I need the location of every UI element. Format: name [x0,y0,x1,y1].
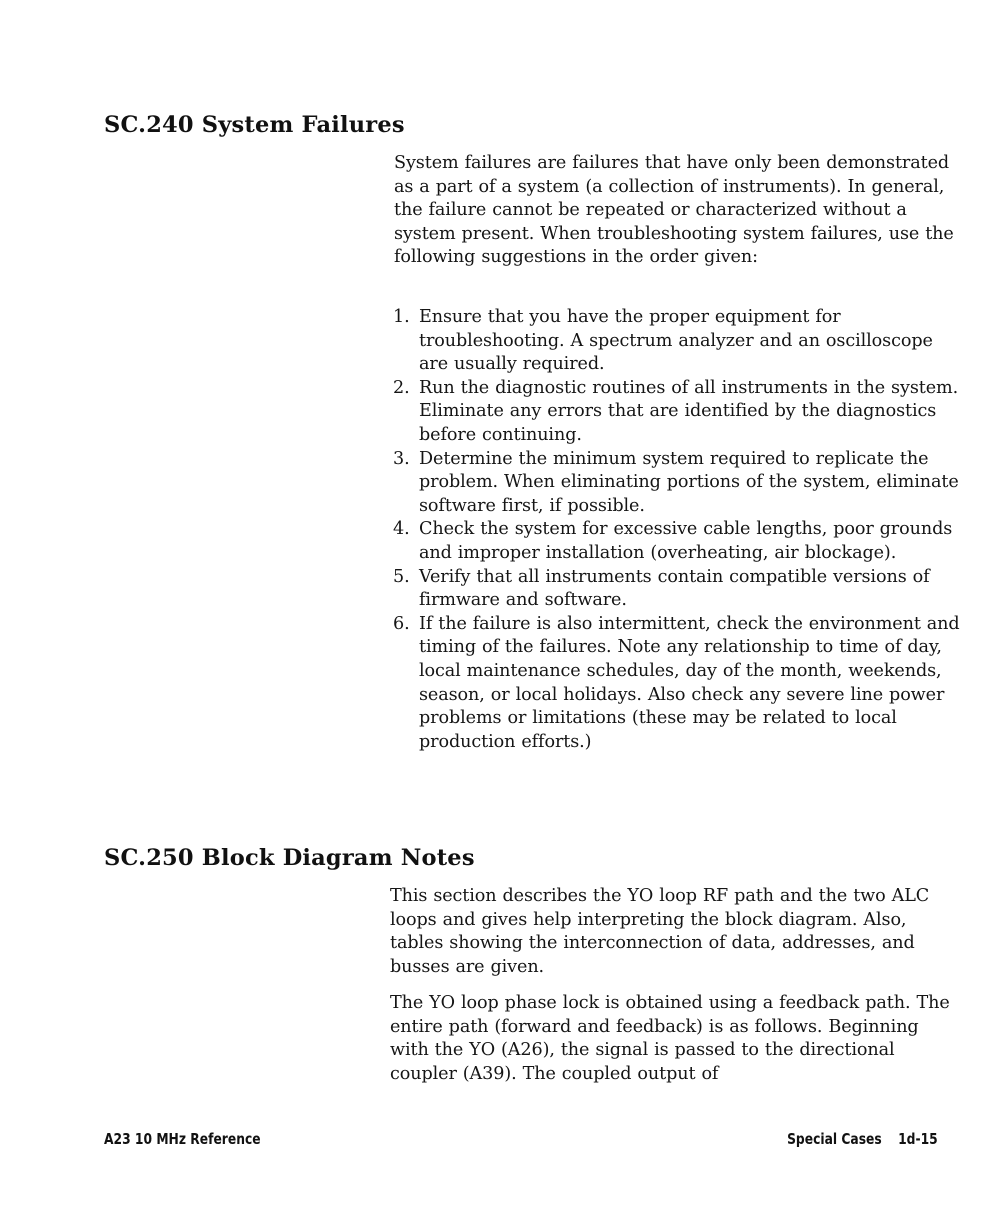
list-item-number: 2. [393,377,410,398]
section-heading-sc250: SC.250 Block Diagram Notes [104,845,475,871]
sc250-paragraph-text: The YO loop phase lock is obtained using a feedback path. The entire path (forward and feedback) is as follows. Beginning with the YO (A26), the signal is passed to the directional coupler (A39). The coupled output of [390,993,950,1084]
sc250-paragraph-text: This section describes the YO loop RF path and the two ALC loops and gives help interpreting the block diagram. Also, tables showing the interconnection of data, addresses, and busses are given. [390,886,930,977]
sc240-intro-paragraph [394,152,954,270]
section-heading-sc240: SC.240 System Failures [104,112,405,138]
list-item-number: 4. [393,519,410,540]
footer-section-name: Special Cases [787,1130,883,1148]
list-item-text: Check the system for excessive cable lengths, poor grounds and improper installation (overheating, air blockage). [419,519,953,563]
list-item [393,566,963,613]
page-number: 1d-15 [898,1130,938,1148]
list-item [393,613,963,755]
list-item [393,377,963,448]
list-item-number: 5. [393,566,410,587]
list-item-text: Ensure that you have the proper equipment for troubleshooting. A spectrum analyzer and an oscilloscope are usually required. [419,307,933,375]
footer-chapter-title: A23 10 MHz Reference [104,1130,261,1148]
footer-page-info [787,1130,938,1148]
list-item-text: Run the diagnostic routines of all instruments in the system. Eliminate any errors that are identified by the diagnostics before continuing. [419,377,959,445]
list-item [393,306,963,377]
list-item-text: Verify that all instruments contain compatible versions of firmware and software. [419,566,930,611]
sc250-paragraph-2 [390,992,950,1086]
troubleshooting-steps-list [393,306,963,754]
list-item-number: 1. [393,307,410,327]
list-item-text: If the failure is also intermittent, check the environment and timing of the failures. Note any relationship to time of day, local maintenance schedules, day of the month, weekends, season, or local holidays. Also check any severe line power problems or limitations (these may be related to local production efforts.) [419,613,960,752]
list-item [393,518,963,565]
list-item [393,448,963,519]
sc250-paragraph-1 [390,885,950,979]
sc240-intro-text: System failures are failures that have only been demonstrated as a part of a system (a collection of instruments). In general, the failure cannot be repeated or characterized without a system present. When troubleshooting system failures, use the following suggestions in the order given: [394,153,954,268]
list-item-number: 6. [393,613,410,634]
list-item-text: Determine the minimum system required to replicate the problem. When eliminating portions of the system, eliminate software first, if possible. [419,448,959,516]
list-item-number: 3. [393,448,410,469]
